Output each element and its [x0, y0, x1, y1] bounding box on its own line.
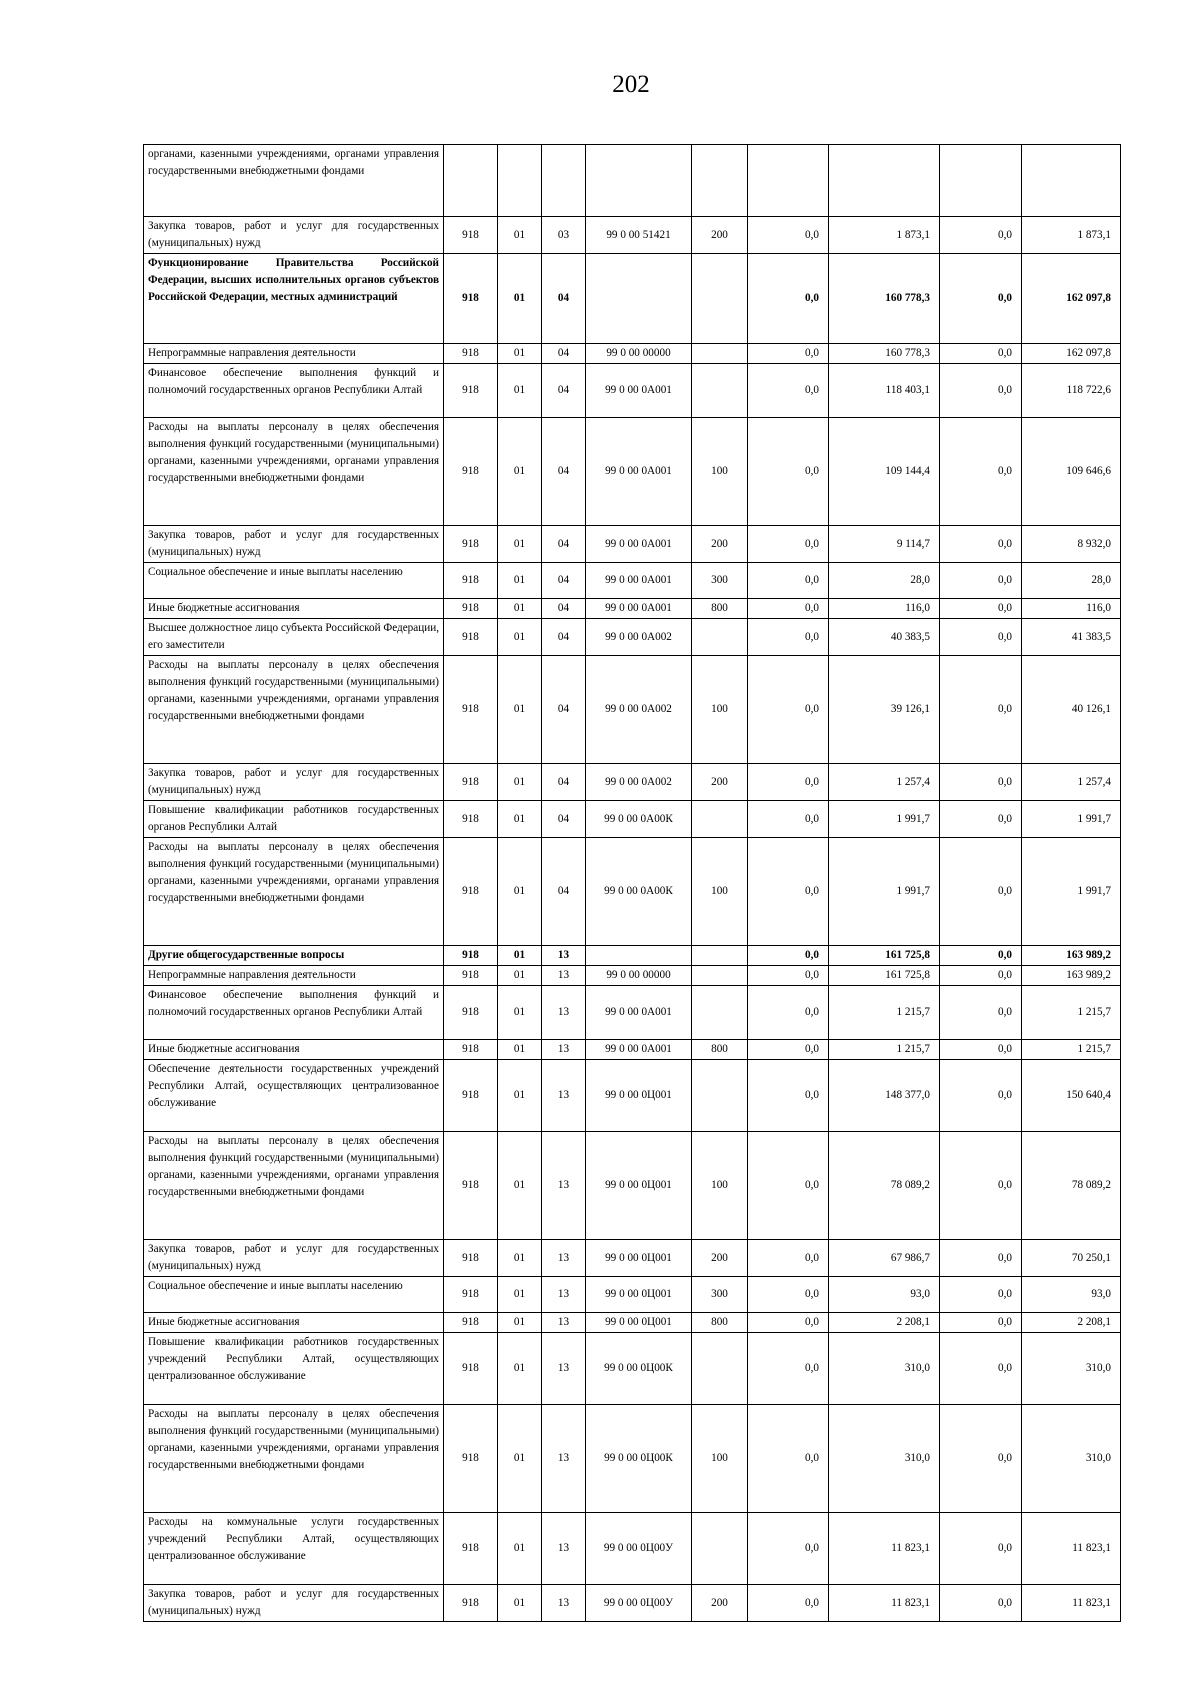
cell-pr: 04	[542, 344, 586, 364]
cell-csr: 99 0 00 0Ц00У	[586, 1513, 692, 1585]
cell-amount-1: 0,0	[748, 599, 829, 619]
cell-amount-3: 0,0	[940, 364, 1022, 418]
cell-name: Обеспечение деятельности государственных учреждений Республики Алтай, осуществляющих централизованное обслуживание	[144, 1060, 444, 1132]
cell-pr: 13	[542, 966, 586, 986]
table-row	[144, 966, 1121, 986]
cell-name: Непрограммные направления деятельности	[144, 966, 444, 986]
cell-rz: 01	[498, 1585, 542, 1622]
cell-vr: 100	[692, 418, 748, 526]
cell-csr: 99 0 00 00000	[586, 344, 692, 364]
cell-vr	[692, 145, 748, 217]
cell-rz: 01	[498, 1277, 542, 1313]
cell-amount-4: 162 097,8	[1022, 254, 1121, 344]
cell-amount-2	[829, 145, 940, 217]
table-row	[144, 619, 1121, 656]
cell-amount-2: 78 089,2	[829, 1132, 940, 1240]
cell-amount-3: 0,0	[940, 801, 1022, 838]
cell-amount-3: 0,0	[940, 1585, 1022, 1622]
cell-amount-2: 93,0	[829, 1277, 940, 1313]
cell-amount-4: 1 257,4	[1022, 764, 1121, 801]
cell-vr: 200	[692, 217, 748, 254]
cell-pr: 13	[542, 1060, 586, 1132]
table-row	[144, 526, 1121, 563]
cell-amount-2: 9 114,7	[829, 526, 940, 563]
cell-vr	[692, 344, 748, 364]
cell-amount-2: 161 725,8	[829, 966, 940, 986]
cell-amount-4: 116,0	[1022, 599, 1121, 619]
cell-name: Закупка товаров, работ и услуг для государственных (муниципальных) нужд	[144, 764, 444, 801]
cell-csr: 99 0 00 0А002	[586, 619, 692, 656]
cell-rz: 01	[498, 217, 542, 254]
cell-pr: 13	[542, 1313, 586, 1333]
table-row	[144, 838, 1121, 946]
cell-csr: 99 0 00 0А001	[586, 526, 692, 563]
cell-name: Расходы на выплаты персоналу в целях обеспечения выполнения функций государственными (муниципальными) органами, казенными учреждениями, органами управления государственными внебюджетными фондами	[144, 1405, 444, 1513]
cell-ved: 918	[444, 526, 498, 563]
cell-amount-4: 11 823,1	[1022, 1585, 1121, 1622]
cell-amount-2: 28,0	[829, 563, 940, 599]
table-row	[144, 364, 1121, 418]
cell-rz: 01	[498, 656, 542, 764]
cell-amount-4: 162 097,8	[1022, 344, 1121, 364]
table-row	[144, 946, 1121, 966]
cell-rz: 01	[498, 1333, 542, 1405]
cell-amount-3: 0,0	[940, 563, 1022, 599]
cell-csr	[586, 946, 692, 966]
cell-csr: 99 0 00 0Ц001	[586, 1277, 692, 1313]
cell-amount-3: 0,0	[940, 1313, 1022, 1333]
table-row	[144, 1060, 1121, 1132]
cell-csr: 99 0 00 0Ц00К	[586, 1333, 692, 1405]
cell-amount-1: 0,0	[748, 946, 829, 966]
cell-name: Непрограммные направления деятельности	[144, 344, 444, 364]
cell-amount-2: 310,0	[829, 1405, 940, 1513]
cell-amount-3: 0,0	[940, 1060, 1022, 1132]
cell-vr: 300	[692, 1277, 748, 1313]
cell-amount-1: 0,0	[748, 344, 829, 364]
cell-amount-3: 0,0	[940, 1333, 1022, 1405]
cell-csr: 99 0 00 00000	[586, 966, 692, 986]
cell-rz: 01	[498, 1240, 542, 1277]
cell-name: Закупка товаров, работ и услуг для государственных (муниципальных) нужд	[144, 1240, 444, 1277]
cell-ved: 918	[444, 764, 498, 801]
cell-name: Социальное обеспечение и иные выплаты населению	[144, 1277, 444, 1313]
cell-amount-1: 0,0	[748, 801, 829, 838]
table-row	[144, 1277, 1121, 1313]
cell-amount-2: 1 215,7	[829, 986, 940, 1040]
cell-name: Закупка товаров, работ и услуг для государственных (муниципальных) нужд	[144, 1585, 444, 1622]
cell-pr: 04	[542, 563, 586, 599]
cell-amount-2: 11 823,1	[829, 1513, 940, 1585]
cell-pr: 04	[542, 838, 586, 946]
table-row	[144, 1333, 1121, 1405]
cell-csr: 99 0 00 0Ц00У	[586, 1585, 692, 1622]
cell-amount-3: 0,0	[940, 344, 1022, 364]
cell-ved: 918	[444, 838, 498, 946]
cell-vr: 200	[692, 1585, 748, 1622]
cell-amount-2: 310,0	[829, 1333, 940, 1405]
cell-amount-1	[748, 145, 829, 217]
cell-amount-3: 0,0	[940, 1277, 1022, 1313]
cell-ved: 918	[444, 418, 498, 526]
cell-rz: 01	[498, 599, 542, 619]
cell-csr: 99 0 00 0Ц001	[586, 1313, 692, 1333]
cell-amount-2: 1 215,7	[829, 1040, 940, 1060]
cell-name: Другие общегосударственные вопросы	[144, 946, 444, 966]
table-row	[144, 986, 1121, 1040]
cell-amount-1: 0,0	[748, 656, 829, 764]
table-row	[144, 1132, 1121, 1240]
cell-csr	[586, 145, 692, 217]
table-row	[144, 1240, 1121, 1277]
cell-ved: 918	[444, 986, 498, 1040]
table-row	[144, 599, 1121, 619]
cell-rz: 01	[498, 1313, 542, 1333]
cell-rz: 01	[498, 764, 542, 801]
table-row	[144, 563, 1121, 599]
cell-vr: 800	[692, 1313, 748, 1333]
cell-amount-4: 28,0	[1022, 563, 1121, 599]
cell-amount-4: 163 989,2	[1022, 946, 1121, 966]
cell-ved: 918	[444, 1333, 498, 1405]
cell-amount-1: 0,0	[748, 1277, 829, 1313]
cell-rz: 01	[498, 418, 542, 526]
cell-csr: 99 0 00 0Ц001	[586, 1060, 692, 1132]
cell-name: Иные бюджетные ассигнования	[144, 599, 444, 619]
cell-amount-1: 0,0	[748, 1405, 829, 1513]
cell-amount-4: 1 991,7	[1022, 801, 1121, 838]
cell-pr: 04	[542, 764, 586, 801]
budget-table	[143, 144, 1121, 1622]
cell-name: Закупка товаров, работ и услуг для государственных (муниципальных) нужд	[144, 526, 444, 563]
cell-name: Закупка товаров, работ и услуг для государственных (муниципальных) нужд	[144, 217, 444, 254]
cell-amount-2: 1 991,7	[829, 838, 940, 946]
cell-vr	[692, 986, 748, 1040]
cell-amount-2: 109 144,4	[829, 418, 940, 526]
cell-pr: 04	[542, 526, 586, 563]
cell-pr: 04	[542, 418, 586, 526]
cell-amount-4: 41 383,5	[1022, 619, 1121, 656]
cell-rz: 01	[498, 619, 542, 656]
cell-vr: 300	[692, 563, 748, 599]
cell-rz: 01	[498, 1513, 542, 1585]
cell-amount-4: 11 823,1	[1022, 1513, 1121, 1585]
table-row	[144, 418, 1121, 526]
cell-amount-3: 0,0	[940, 946, 1022, 966]
cell-amount-4: 93,0	[1022, 1277, 1121, 1313]
cell-csr: 99 0 00 0А001	[586, 364, 692, 418]
table-row	[144, 1313, 1121, 1333]
cell-pr: 04	[542, 599, 586, 619]
cell-amount-4: 1 215,7	[1022, 1040, 1121, 1060]
cell-vr	[692, 966, 748, 986]
table-row	[144, 145, 1121, 217]
cell-amount-3: 0,0	[940, 619, 1022, 656]
cell-ved: 918	[444, 1313, 498, 1333]
cell-rz: 01	[498, 1040, 542, 1060]
cell-ved: 918	[444, 801, 498, 838]
cell-rz: 01	[498, 526, 542, 563]
cell-amount-3: 0,0	[940, 1405, 1022, 1513]
cell-amount-4: 40 126,1	[1022, 656, 1121, 764]
table-row	[144, 1040, 1121, 1060]
cell-amount-2: 161 725,8	[829, 946, 940, 966]
table-row	[144, 217, 1121, 254]
cell-amount-4: 8 932,0	[1022, 526, 1121, 563]
cell-csr: 99 0 00 0А002	[586, 656, 692, 764]
cell-amount-1: 0,0	[748, 986, 829, 1040]
cell-amount-4: 1 873,1	[1022, 217, 1121, 254]
cell-name: Расходы на выплаты персоналу в целях обеспечения выполнения функций государственными (муниципальными) органами, казенными учреждениями, органами управления государственными внебюджетными фондами	[144, 1132, 444, 1240]
cell-amount-2: 1 873,1	[829, 217, 940, 254]
cell-rz: 01	[498, 838, 542, 946]
cell-name: Высшее должностное лицо субъекта Российской Федерации, его заместители	[144, 619, 444, 656]
cell-rz: 01	[498, 254, 542, 344]
cell-pr: 13	[542, 1585, 586, 1622]
cell-amount-2: 160 778,3	[829, 344, 940, 364]
cell-ved: 918	[444, 217, 498, 254]
cell-amount-4: 109 646,6	[1022, 418, 1121, 526]
cell-ved: 918	[444, 1132, 498, 1240]
cell-amount-4: 1 991,7	[1022, 838, 1121, 946]
cell-pr: 13	[542, 1405, 586, 1513]
cell-ved: 918	[444, 1240, 498, 1277]
cell-amount-3: 0,0	[940, 599, 1022, 619]
cell-rz	[498, 145, 542, 217]
cell-ved	[444, 145, 498, 217]
cell-ved: 918	[444, 1585, 498, 1622]
cell-amount-1: 0,0	[748, 1333, 829, 1405]
cell-amount-1: 0,0	[748, 1240, 829, 1277]
cell-csr: 99 0 00 0А00К	[586, 801, 692, 838]
cell-amount-3: 0,0	[940, 966, 1022, 986]
cell-csr: 99 0 00 0А001	[586, 599, 692, 619]
cell-name: Социальное обеспечение и иные выплаты населению	[144, 563, 444, 599]
cell-pr	[542, 145, 586, 217]
cell-vr	[692, 1060, 748, 1132]
cell-vr	[692, 1333, 748, 1405]
cell-amount-1: 0,0	[748, 1313, 829, 1333]
cell-amount-4	[1022, 145, 1121, 217]
cell-amount-4: 163 989,2	[1022, 966, 1121, 986]
cell-pr: 04	[542, 254, 586, 344]
cell-rz: 01	[498, 1132, 542, 1240]
cell-amount-1: 0,0	[748, 563, 829, 599]
cell-amount-4: 310,0	[1022, 1405, 1121, 1513]
page-number: 202	[612, 71, 650, 98]
cell-pr: 13	[542, 986, 586, 1040]
cell-vr	[692, 801, 748, 838]
cell-csr: 99 0 00 0А001	[586, 1040, 692, 1060]
cell-pr: 04	[542, 656, 586, 764]
cell-amount-1: 0,0	[748, 1132, 829, 1240]
cell-amount-1: 0,0	[748, 966, 829, 986]
cell-ved: 918	[444, 946, 498, 966]
cell-pr: 04	[542, 801, 586, 838]
cell-vr: 800	[692, 599, 748, 619]
cell-pr: 13	[542, 946, 586, 966]
cell-name: Финансовое обеспечение выполнения функций и полномочий государственных органов Республики Алтай	[144, 986, 444, 1040]
cell-amount-3: 0,0	[940, 764, 1022, 801]
cell-ved: 918	[444, 966, 498, 986]
cell-ved: 918	[444, 1277, 498, 1313]
cell-csr: 99 0 00 0Ц00К	[586, 1405, 692, 1513]
cell-name: Расходы на выплаты персоналу в целях обеспечения выполнения функций государственными (муниципальными) органами, казенными учреждениями, органами управления государственными внебюджетными фондами	[144, 838, 444, 946]
cell-pr: 04	[542, 364, 586, 418]
cell-name: Расходы на выплаты персоналу в целях обеспечения выполнения функций государственными (муниципальными) органами, казенными учреждениями, органами управления государственными внебюджетными фондами	[144, 656, 444, 764]
cell-amount-2: 40 383,5	[829, 619, 940, 656]
cell-vr	[692, 254, 748, 344]
cell-rz: 01	[498, 966, 542, 986]
cell-vr: 200	[692, 526, 748, 563]
cell-ved: 918	[444, 599, 498, 619]
cell-amount-4: 310,0	[1022, 1333, 1121, 1405]
cell-csr: 99 0 00 0Ц001	[586, 1132, 692, 1240]
cell-pr: 13	[542, 1040, 586, 1060]
cell-rz: 01	[498, 364, 542, 418]
cell-name: Финансовое обеспечение выполнения функций и полномочий государственных органов Республики Алтай	[144, 364, 444, 418]
cell-csr: 99 0 00 0А001	[586, 986, 692, 1040]
cell-amount-3: 0,0	[940, 254, 1022, 344]
cell-ved: 918	[444, 1513, 498, 1585]
cell-amount-2: 118 403,1	[829, 364, 940, 418]
cell-amount-1: 0,0	[748, 217, 829, 254]
cell-ved: 918	[444, 1040, 498, 1060]
cell-csr	[586, 254, 692, 344]
cell-ved: 918	[444, 656, 498, 764]
cell-vr	[692, 619, 748, 656]
cell-amount-4: 118 722,6	[1022, 364, 1121, 418]
cell-pr: 13	[542, 1333, 586, 1405]
cell-amount-2: 39 126,1	[829, 656, 940, 764]
cell-amount-1: 0,0	[748, 1585, 829, 1622]
cell-amount-3: 0,0	[940, 1040, 1022, 1060]
cell-amount-3: 0,0	[940, 1240, 1022, 1277]
cell-amount-3: 0,0	[940, 1132, 1022, 1240]
cell-vr: 100	[692, 1405, 748, 1513]
cell-amount-2: 1 257,4	[829, 764, 940, 801]
cell-amount-1: 0,0	[748, 254, 829, 344]
table-row	[144, 254, 1121, 344]
cell-name: Повышение квалификации работников государственных органов Республики Алтай	[144, 801, 444, 838]
cell-amount-2: 116,0	[829, 599, 940, 619]
cell-amount-3: 0,0	[940, 217, 1022, 254]
cell-ved: 918	[444, 344, 498, 364]
cell-amount-3: 0,0	[940, 656, 1022, 764]
cell-vr	[692, 1513, 748, 1585]
table-row	[144, 344, 1121, 364]
cell-ved: 918	[444, 619, 498, 656]
cell-amount-1: 0,0	[748, 1040, 829, 1060]
cell-amount-2: 11 823,1	[829, 1585, 940, 1622]
table-row	[144, 764, 1121, 801]
cell-csr: 99 0 00 0Ц001	[586, 1240, 692, 1277]
cell-rz: 01	[498, 1405, 542, 1513]
cell-amount-3	[940, 145, 1022, 217]
cell-amount-1: 0,0	[748, 364, 829, 418]
cell-rz: 01	[498, 1060, 542, 1132]
cell-vr: 100	[692, 838, 748, 946]
cell-pr: 13	[542, 1513, 586, 1585]
cell-ved: 918	[444, 1405, 498, 1513]
cell-amount-1: 0,0	[748, 526, 829, 563]
cell-amount-2: 148 377,0	[829, 1060, 940, 1132]
cell-pr: 13	[542, 1132, 586, 1240]
cell-rz: 01	[498, 986, 542, 1040]
table-row	[144, 801, 1121, 838]
cell-ved: 918	[444, 563, 498, 599]
cell-amount-2: 67 986,7	[829, 1240, 940, 1277]
cell-name: Расходы на выплаты персоналу в целях обеспечения выполнения функций государственными (муниципальными) органами, казенными учреждениями, органами управления государственными внебюджетными фондами	[144, 418, 444, 526]
cell-vr: 100	[692, 656, 748, 764]
table-row	[144, 1513, 1121, 1585]
cell-vr	[692, 946, 748, 966]
cell-amount-1: 0,0	[748, 764, 829, 801]
cell-csr: 99 0 00 51421	[586, 217, 692, 254]
cell-ved: 918	[444, 364, 498, 418]
cell-vr: 800	[692, 1040, 748, 1060]
cell-name: Иные бюджетные ассигнования	[144, 1040, 444, 1060]
cell-vr: 200	[692, 1240, 748, 1277]
table-row	[144, 1585, 1121, 1622]
cell-vr: 100	[692, 1132, 748, 1240]
cell-rz: 01	[498, 801, 542, 838]
cell-pr: 13	[542, 1277, 586, 1313]
cell-csr: 99 0 00 0А001	[586, 418, 692, 526]
cell-amount-2: 160 778,3	[829, 254, 940, 344]
cell-amount-1: 0,0	[748, 619, 829, 656]
cell-csr: 99 0 00 0А001	[586, 563, 692, 599]
cell-amount-3: 0,0	[940, 526, 1022, 563]
cell-amount-3: 0,0	[940, 986, 1022, 1040]
cell-amount-2: 2 208,1	[829, 1313, 940, 1333]
cell-amount-1: 0,0	[748, 1513, 829, 1585]
cell-vr: 200	[692, 764, 748, 801]
cell-pr: 03	[542, 217, 586, 254]
cell-amount-2: 1 991,7	[829, 801, 940, 838]
cell-amount-1: 0,0	[748, 418, 829, 526]
cell-name: Расходы на коммунальные услуги государственных учреждений Республики Алтай, осуществляющих централизованное обслуживание	[144, 1513, 444, 1585]
cell-name: органами, казенными учреждениями, органами управления государственными внебюджетными фондами	[144, 145, 444, 217]
cell-name: Повышение квалификации работников государственных учреждений Республики Алтай, осуществляющих централизованное обслуживание	[144, 1333, 444, 1405]
cell-name: Иные бюджетные ассигнования	[144, 1313, 444, 1333]
cell-ved: 918	[444, 254, 498, 344]
cell-rz: 01	[498, 946, 542, 966]
cell-pr: 13	[542, 1240, 586, 1277]
cell-amount-1: 0,0	[748, 1060, 829, 1132]
cell-amount-3: 0,0	[940, 1513, 1022, 1585]
cell-amount-3: 0,0	[940, 838, 1022, 946]
cell-rz: 01	[498, 344, 542, 364]
cell-amount-4: 150 640,4	[1022, 1060, 1121, 1132]
cell-amount-1: 0,0	[748, 838, 829, 946]
cell-amount-4: 2 208,1	[1022, 1313, 1121, 1333]
cell-amount-3: 0,0	[940, 418, 1022, 526]
cell-amount-4: 70 250,1	[1022, 1240, 1121, 1277]
cell-csr: 99 0 00 0А002	[586, 764, 692, 801]
cell-pr: 04	[542, 619, 586, 656]
cell-vr	[692, 364, 748, 418]
cell-rz: 01	[498, 563, 542, 599]
cell-name: Функционирование Правительства Российской Федерации, высших исполнительных органов субъектов Российской Федерации, местных администраций	[144, 254, 444, 344]
cell-amount-4: 1 215,7	[1022, 986, 1121, 1040]
table-row	[144, 1405, 1121, 1513]
cell-ved: 918	[444, 1060, 498, 1132]
table-row	[144, 656, 1121, 764]
cell-amount-4: 78 089,2	[1022, 1132, 1121, 1240]
cell-csr: 99 0 00 0А00К	[586, 838, 692, 946]
